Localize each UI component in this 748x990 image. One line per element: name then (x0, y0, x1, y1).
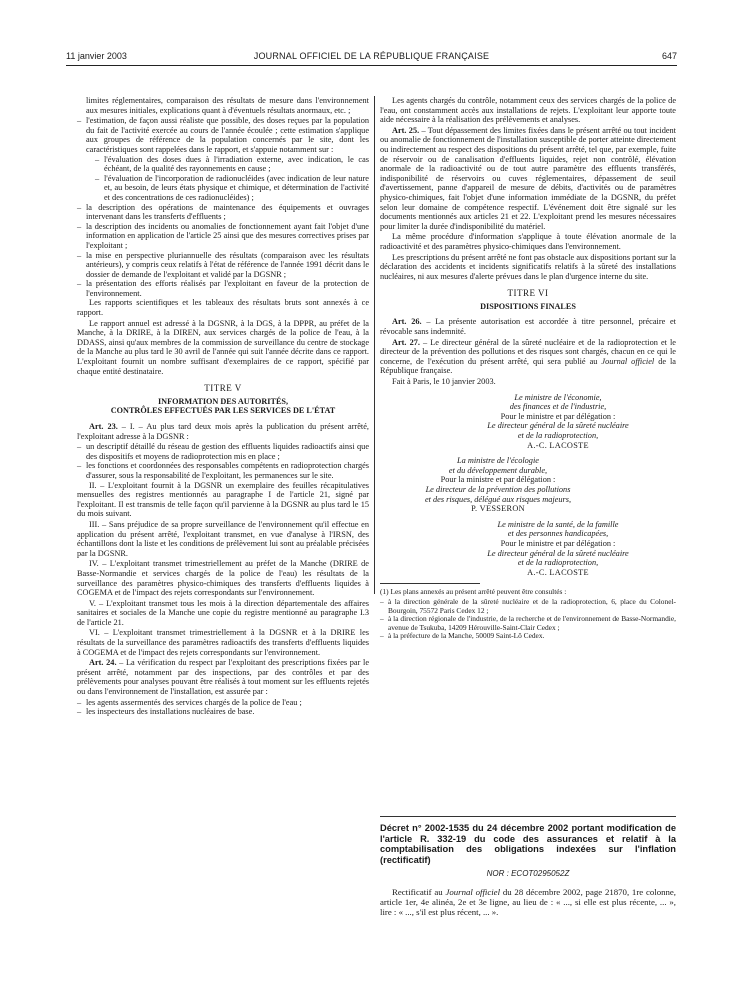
list-item (77, 116, 369, 202)
paragraph-V: V. – L'exploitant transmet tous les mois à la direction départementale des affaires sanitaires et sociales de la Manche une copie du registre mentionné au paragraphe I.3 de l'article 21. (77, 598, 369, 627)
article-text: – Tout dépassement des limites fixées dans le présent arrêté ou tout incident ou anomalie de fonctionnement de l'installation susceptible de porter atteinte directement ou indirectement au respect des dispositions du présent arrêté, tel que, par exemple, fuite de réservoir ou de canalisation d'effluents liquides, rejet non contrôlé, élévation anormale de la radioactivité ou de tout autre paramètre des effluents transférés, indisponibilité de réservoirs ou cuves réglementaires, dépassement de seuil d'avertissement, panne d'appareil de mesure de débits, d'activités ou de paramètres physico-chimiques, fait l'objet d'une information immédiate de la DGSNR, du préfet selon leur domaine de compétence respectif. L'événement doit être signalé sur les documents mentionnés aux articles 21 et 22. L'exploitant prend les mesures nécessaires pour limiter la durée d'indisponibilité du matériel. (380, 125, 676, 231)
list-item-text: l'estimation, de façon aussi réaliste que possible, des doses reçues par la population du fait de l'activité exercée au cours de l'année écoulée ; cette estimation s'applique aux groupes de référence de la population concernés par le site, dont les caractéristiques sont rappelées dans le rapport, et s'appuie notamment sur : (86, 116, 369, 154)
paragraph: Les prescriptions du présent arrêté ne font pas obstacle aux dispositions portant sur la déclaration des accidents et incidents significatifs relatifs à la sûreté des installations nucléaires, ni aux mesures d'alerte prévues dans le plan d'urgence interne du site. (380, 252, 676, 281)
footnote-item: – à la préfecture de la Manche, 50009 Saint-Lô Cedex. (380, 632, 676, 641)
paragraph: Le rapport annuel est adressé à la DGSNR, à la DGS, à la DPPR, au préfet de la Manche, à la DRIRE, à la DIREN, aux services chargés de la police de l'eau, à la DDASS, ainsi qu'aux membres de la commission de surveillance du centre de stockage de la Manche au plus tard le 30 avril de l'année qui suit l'année décrite dans ce rapport. L'exploitant fournit un nombre suffisant d'exemplaires de ce rapport, spécifié par chaque entité destinataire. (77, 318, 369, 376)
journal-officiel-ref: Journal officiel (601, 356, 655, 366)
sub-list-item: – l'évaluation des doses dues à l'irradiation externe, avec indication, le cas échéant, de la qualité des rayonnements en cause ; (95, 155, 369, 174)
article-26 (380, 317, 676, 336)
section-heading: DISPOSITIONS FINALES (480, 301, 576, 311)
signature-line: Le directeur général de la sûreté nucléaire (487, 421, 629, 431)
article-label: Art. 27. (392, 337, 420, 347)
page-header (66, 51, 677, 66)
signature-line: Pour le ministre et par délégation : (500, 411, 616, 421)
footnote-item: – à la direction générale de la sûreté nucléaire et de la radioprotection, 6, place du Colonel-Bourgoin, 75572 Paris Cedex 12 ; (380, 598, 676, 615)
article-text: – I. – Au plus tard deux mois après la publication du présent arrêté, l'exploitant adresse à la DGSNR : (77, 422, 369, 441)
journal-officiel-ref: Journal officiel (445, 886, 501, 897)
left-column (77, 96, 369, 717)
footnote-item: – à la direction régionale de l'industrie, de la recherche et de l'environnement de Basse-Normandie, avenue de Tsukuba, 14209 Hérouville-Saint-Clair Cedex ; (380, 615, 676, 632)
list-item: – les fonctions et coordonnées des responsables compétents en radioprotection chargés d'assurer, sous la responsabilité de l'exploitant, les permanences sur le site. (77, 461, 369, 480)
list-item: – la description des opérations de maintenance des équipements et ouvrages intervenant dans les transferts d'effluents ; (77, 203, 369, 222)
section-heading (77, 397, 369, 416)
list-item: – la présentation des efforts réalisés par l'exploitant en faveur de la protection de l'environnement. (77, 279, 369, 298)
article-24-list (77, 698, 369, 717)
paragraph: Les rapports scientifiques et les tableaux des résultats bruts sont annexés à ce rapport. (77, 298, 369, 318)
signature-line: et des risques, délégué aux risques majeurs, (424, 494, 572, 504)
nor-reference: NOR : ECOT0295052Z (486, 869, 570, 879)
signature-line: Le directeur de la prévention des pollutions (425, 484, 571, 494)
signature-block-1 (440, 393, 676, 451)
signatory-name: P. VESSERON (471, 504, 525, 514)
article-text: – La présente autorisation est accordée à titre personnel, précaire et révocable sans indemnité. (380, 317, 676, 337)
article-23 (77, 422, 369, 441)
continued-item: limites réglementaires, comparaison des résultats de mesure dans l'environnement aux mesures initiales, explications quant à d'éventuels résultats anormaux, etc. ; (86, 96, 369, 115)
rectificatif-text (380, 887, 676, 917)
signature-line: Le directeur général de la sûreté nucléaire (487, 548, 629, 558)
article-24 (77, 658, 369, 696)
article-27 (380, 338, 676, 376)
article-text-end: de la République française. (380, 356, 676, 376)
article-text: – La vérification du respect par l'exploitant des prescriptions fixées par le présent arrêté, notamment par des inspections, par des contrôles et par des prélèvements pour analyses pouvant être réalisés à tout moment sur les effluents rejetés ou dans l'environnement de l'installation, est assurée par : (77, 658, 369, 697)
article-label: Art. 24. (89, 658, 117, 668)
right-column (380, 96, 676, 641)
signature-line: et de la radioprotection, (517, 558, 599, 568)
article-label: Art. 25. (392, 125, 420, 135)
sub-list-item: – l'évaluation de l'incorporation de radionucléides (avec indication de leur nature et, au besoin, de leurs états physique et chimique, et détermination de l'activité et des concentrations de ces radionucléides) ; (95, 174, 369, 203)
page-number: 647 (661, 51, 677, 61)
decree-section (380, 810, 676, 918)
list-item: – la mise en perspective pluriannuelle des résultats (comparaison avec les résultats antérieurs), y compris ceux relatifs à l'état de référence de l'année 1991 décrit dans le dossier de demande de l'exploitant et validé par la DGSNR ; (77, 251, 369, 280)
column-divider (374, 96, 375, 594)
list-item: – un descriptif détaillé du réseau de gestion des effluents liquides radioactifs ainsi que des dispositifs et moyens de radioprotection mis en place ; (77, 442, 369, 461)
signature-block-2 (380, 456, 616, 514)
sub-list (95, 155, 369, 203)
footnote-list (380, 598, 676, 641)
signature-line: La ministre de l'écologie (457, 456, 539, 466)
signature-block-3 (440, 520, 676, 578)
article-25 (380, 126, 676, 232)
fait-date: Fait à Paris, le 10 janvier 2003. (392, 377, 496, 387)
section-heading-line: INFORMATION DES AUTORITÉS, (157, 396, 289, 406)
rectificatif-end: du 28 décembre 2002, page 21870, 1re colonne, article 1er, 4e alinéa, 2e et 3e ligne, au lieu de : « ..., si elle est plus récente, ... », lire : « ..., s'il est plus récent, ... ». (380, 886, 676, 917)
paragraph-IV: IV. – L'exploitant transmet trimestriellement au préfet de la Manche (DRIRE de Basse-Normandie et services chargés de la police de l'eau) les résultats de la surveillance des paramètres physico-chimiques des transferts d'effluents liquides à COGEMA et de l'impact des rejets correspondants sur l'environnement. (77, 559, 369, 598)
signature-line: Le ministre de l'économie, (514, 392, 602, 402)
article-text: – Le directeur général de la sûreté nucléaire et de la radioprotection et le directeur de la prévention des pollutions et des risques sont chargés, chacun en ce qui le concerne, de l'exécution du présent arrêté, qui sera publié au (380, 337, 676, 366)
rectificatif-start: Rectificatif au (392, 886, 446, 897)
signature-line: Pour le ministre et par délégation : (500, 538, 616, 548)
article-label: Art. 26. (392, 317, 422, 327)
list-item: – les agents assermentés des services chargés de la police de l'eau ; (77, 698, 369, 708)
section-rule (380, 816, 676, 817)
report-contents-list (77, 116, 369, 298)
signatory-name: A.-C. LACOSTE (527, 440, 589, 450)
signature-line: et du développement durable, (448, 465, 548, 475)
signature-line: et des personnes handicapées, (507, 529, 609, 539)
list-item: – les inspecteurs des installations nucléaires de base. (77, 707, 369, 717)
footnotes (380, 588, 676, 641)
signatory-name: A.-C. LACOSTE (527, 567, 589, 577)
paragraph: Les agents chargés du contrôle, notamment ceux des services chargés de la police de l'eau, ont constamment accès aux installations de rejets. L'exploitant leur apporte toute aide nécessaire à la réalisation des prélèvements et analyses. (380, 96, 676, 125)
decree-title: Décret n° 2002-1535 du 24 décembre 2002 portant modification de l'article R. 332-19 du code des assurances et relatif à la comptabilisation des obligations indexées sur l'inflation (rectificatif) (380, 823, 676, 865)
article-label: Art. 23. (89, 422, 118, 431)
signature-line: Le ministre de la santé, de la famille (497, 519, 619, 529)
paragraph-VI: VI. – L'exploitant transmet trimestriellement à la DGSNR et à la DRIRE les résultats de la surveillance des paramètres radioactifs des transferts d'effluents liquides à COGEMA et de l'impact des rejets correspondants sur l'environnement. (77, 628, 369, 657)
signature-line: et de la radioprotection, (517, 431, 599, 440)
article-23-list (77, 442, 369, 480)
footnote-rule (380, 583, 480, 584)
paragraph: La même procédure d'information s'applique à toute élévation anormale de la radioactivité et des paramètres physico-chimiques dans l'environnement. (380, 232, 676, 251)
paragraph-II: II. – L'exploitant fournit à la DGSNR un exemplaire des feuilles récapitulatives mensuelles des registres mentionnés au paragraphe I de l'article 21, signé par l'exploitant. Il est transmis de telle façon qu'il parvienne à la DGSNR au plus tard le 15 du mois suivant. (77, 480, 369, 519)
paragraph-III: III. – Sans préjudice de sa propre surveillance de l'environnement qu'il effectue en application du présent arrêté, l'exploitant transmet, en vue d'analyse à l'IRSN, des échantillons dont la liste et les conditions de prélèvement lui sont au préalable précisées par la DGSNR. (77, 519, 369, 558)
signature-line: Pour la ministre et par délégation : (440, 475, 556, 485)
header-date: 11 janvier 2003 (66, 51, 127, 61)
footnote-intro: (1) Les plans annexés au présent arrêté peuvent être consultés : (380, 587, 567, 597)
section-heading-line: CONTRÔLES EFFECTUÉS PAR LES SERVICES DE L'ÉTAT (110, 406, 336, 416)
journal-title: JOURNAL OFFICIEL DE LA RÉPUBLIQUE FRANÇAISE (253, 51, 490, 61)
list-item: – la description des incidents ou anomalies de fonctionnement ayant fait l'objet d'une information en application de l'article 25 ainsi que des mesures correctives prises par l'exploitant ; (77, 222, 369, 251)
titre-heading: TITRE VI (507, 288, 549, 299)
signature-line: des finances et de l'industrie, (509, 402, 607, 412)
titre-heading: TITRE V (204, 383, 242, 394)
